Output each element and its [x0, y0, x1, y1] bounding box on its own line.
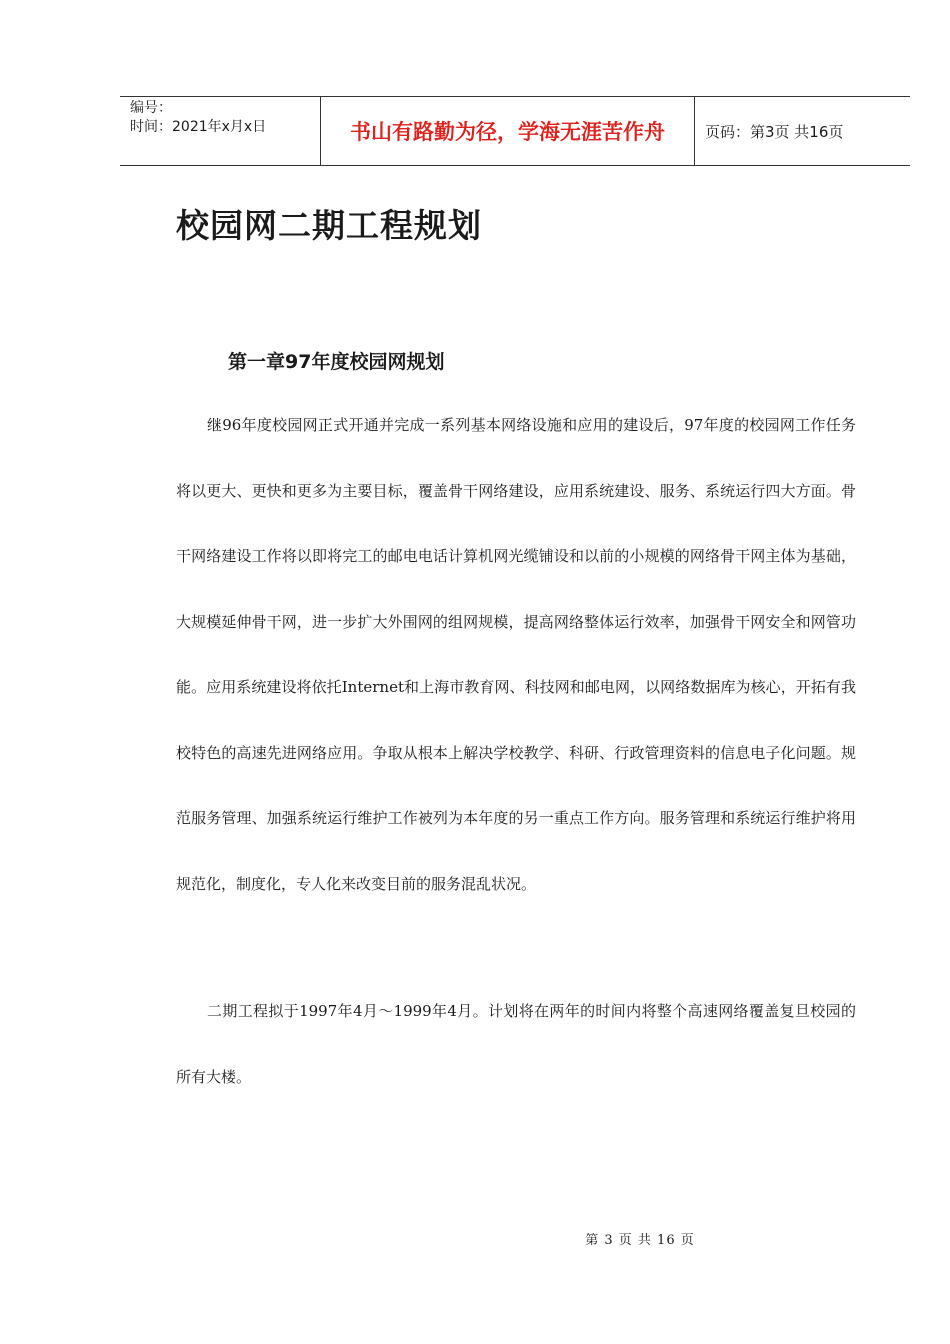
chapter-heading: 第一章97年度校园网规划 — [228, 351, 445, 373]
body-paragraph-1: 继96年度校园网正式开通并完成一系列基本网络设施和应用的建设后，97年度的校园网工作任务将以更大、更快和更多为主要目标，覆盖骨干网络建设，应用系统建设、服务、系统运行四大方面。骨干网络建设工作将以即将完工的邮电电话计算机网光缆铺设和以前的小规模的网络骨干网主体为基础，大规模延伸骨干网，进一步扩大外围网的组网规模，提高网络整体运行效率，加强骨干网安全和网管功能。应用系统建设将依托Internet和上海市教育网、科技网和邮电网，以网络数据库为核心，开拓有我校特色的高速先进网络应用。争取从根本上解决学校教学、科研、行政管理资料的信息电子化问题。规范服务管理、加强系统运行维护工作被列为本年度的另一重点工作方向。服务管理和系统运行维护将用规范化，制度化，专人化来改变目前的服务混乱状况。 — [176, 416, 856, 893]
header-meta — [120, 97, 321, 165]
page-header — [120, 96, 910, 166]
footer-page-number: 第 3 页 共 16 页 — [585, 1233, 695, 1248]
document-time-label: 时间：2021年x月x日 — [130, 119, 267, 135]
document-title: 校园网二期工程规划 — [176, 206, 482, 245]
header-page-info: 页码：第3页 共16页 — [705, 122, 844, 141]
body-paragraph-2: 二期工程拟于1997年4月～1999年4月。计划将在两年的时间内将整个高速网络覆盖复旦校园的所有大楼。 — [176, 1002, 856, 1086]
document-number-label: 编号： — [130, 100, 172, 116]
page-footer — [0, 1229, 950, 1248]
header-motto: 书山有路勤为径，学海无涯苦作舟 — [321, 97, 695, 165]
